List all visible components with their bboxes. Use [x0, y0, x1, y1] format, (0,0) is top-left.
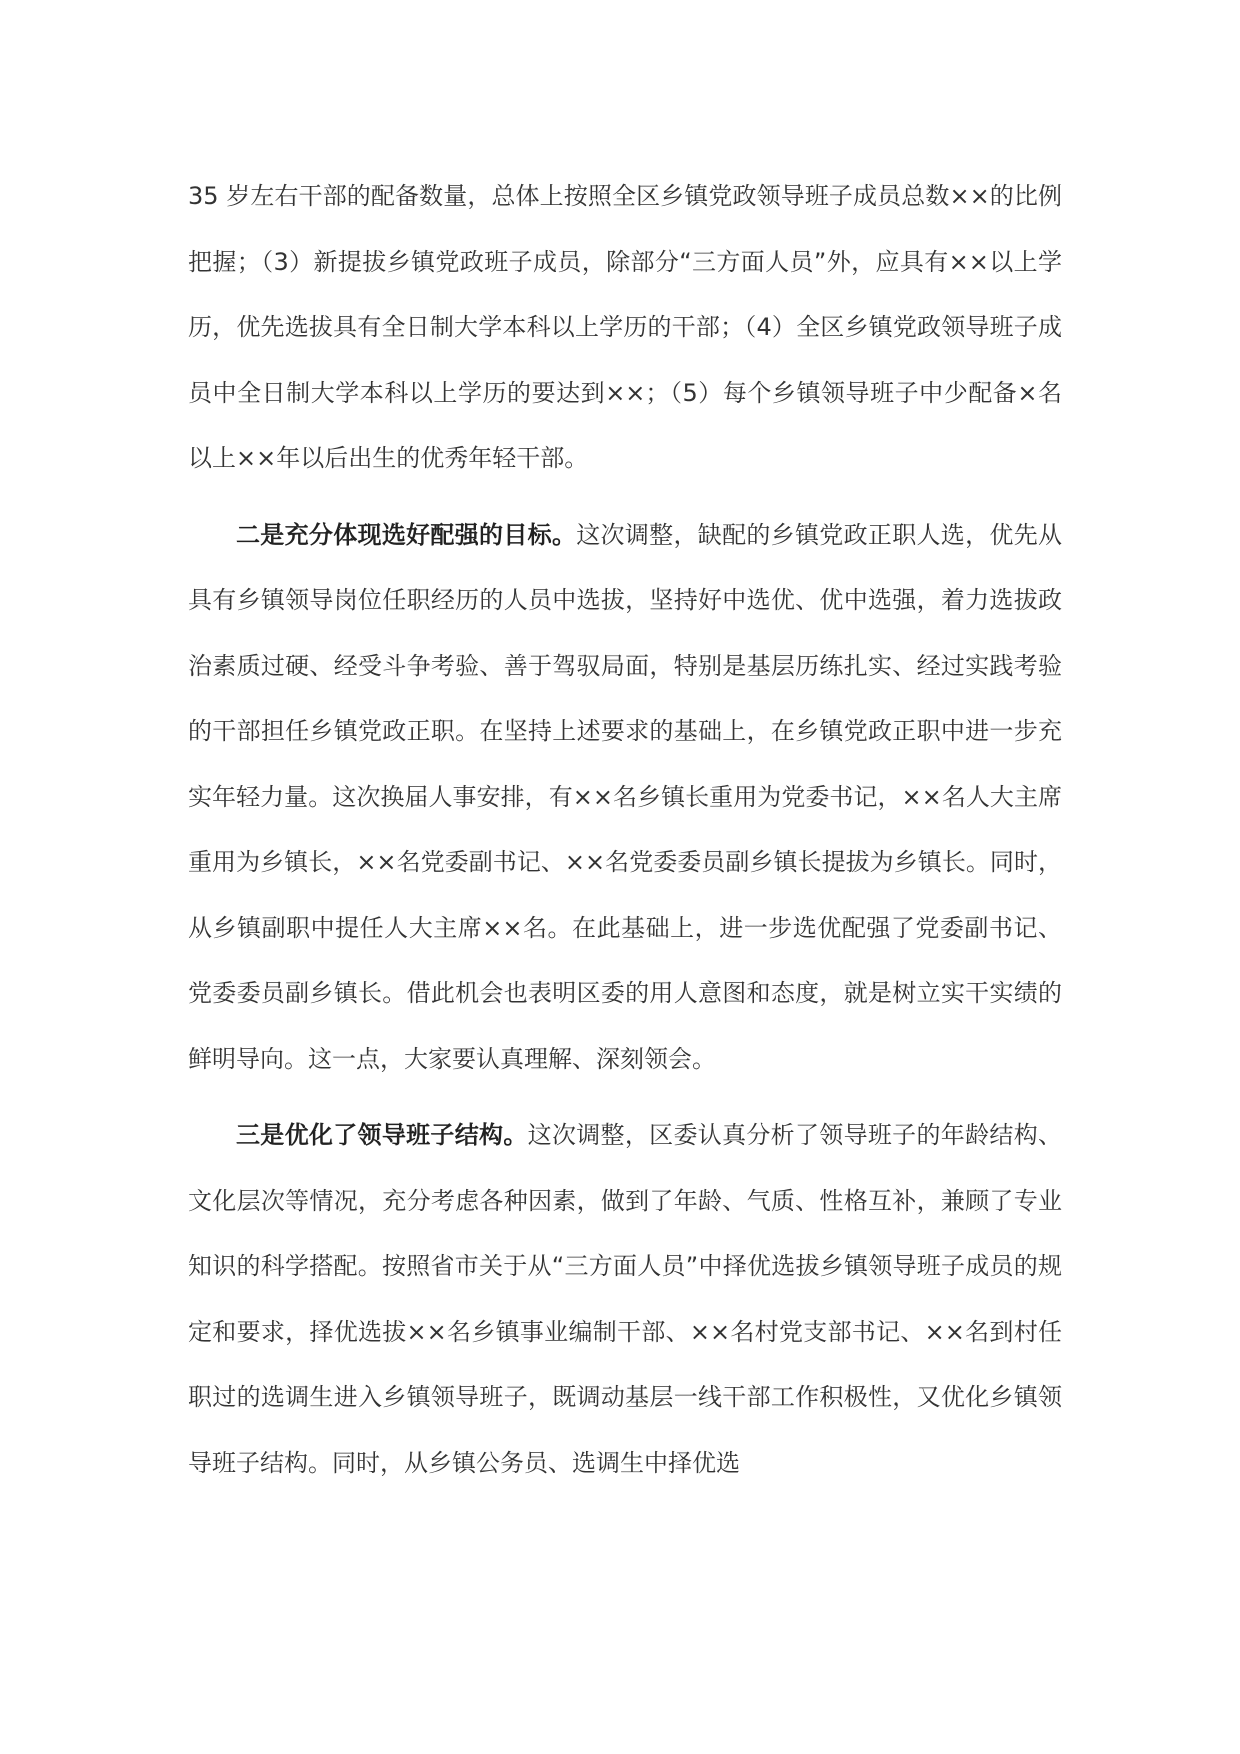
paragraph-continuation — [188, 164, 1062, 492]
paragraph-point-two — [188, 503, 1062, 1093]
paragraph-text: 这次调整，缺配的乡镇党政正职人选，优先从具有乡镇领导岗位任职经历的人员中选拔，坚持好中选优、优中选强，着力选拔政治素质过硬、经受斗争考验、善于驾驭局面，特别是基层历练扎实、经过实践考验的干部担任乡镇党政正职。在坚持上述要求的基础上，在乡镇党政正职中进一步充实年轻力量。这次换届人事安排，有××名乡镇长重用为党委书记，××名人大主席重用为乡镇长，××名党委副书记、××名党委委员副乡镇长提拔为乡镇长。同时，从乡镇副职中提任人大主席××名。在此基础上，进一步选优配强了党委副书记、党委委员副乡镇长。借此机会也表明区委的用人意图和态度，就是树立实干实绩的鲜明导向。这一点，大家要认真理解、深刻领会。 — [188, 520, 1063, 1073]
paragraph-point-three — [188, 1103, 1062, 1496]
paragraph-heading: 二是充分体现选好配强的目标。 — [236, 520, 577, 549]
paragraph-text: 这次调整，区委认真分析了领导班子的年龄结构、文化层次等情况，充分考虑各种因素，做到了年龄、气质、性格互补，兼顾了专业知识的科学搭配。按照省市关于从“三方面人员”中择优选拔乡镇领导班子成员的规定和要求，择优选拔××名乡镇事业编制干部、××名村党支部书记、××名到村任职过的选调生进入乡镇领导班子，既调动基层一线干部工作积极性，又优化乡镇领导班子结构。同时，从乡镇公务员、选调生中择优选 — [188, 1121, 1063, 1477]
document-body — [188, 164, 1062, 1496]
paragraph-text: 35 岁左右干部的配备数量，总体上按照全区乡镇党政领导班子成员总数××的比例把握；（3）新提拔乡镇党政班子成员，除部分“三方面人员”外，应具有××以上学历，优先选拔具有全日制大学本科以上学历的干部；（4）全区乡镇党政领导班子成员中全日制大学本科以上学历的要达到××；（5）每个乡镇领导班子中少配备×名以上××年以后出生的优秀年轻干部。 — [188, 182, 1062, 472]
paragraph-heading: 三是优化了领导班子结构。 — [236, 1121, 528, 1149]
